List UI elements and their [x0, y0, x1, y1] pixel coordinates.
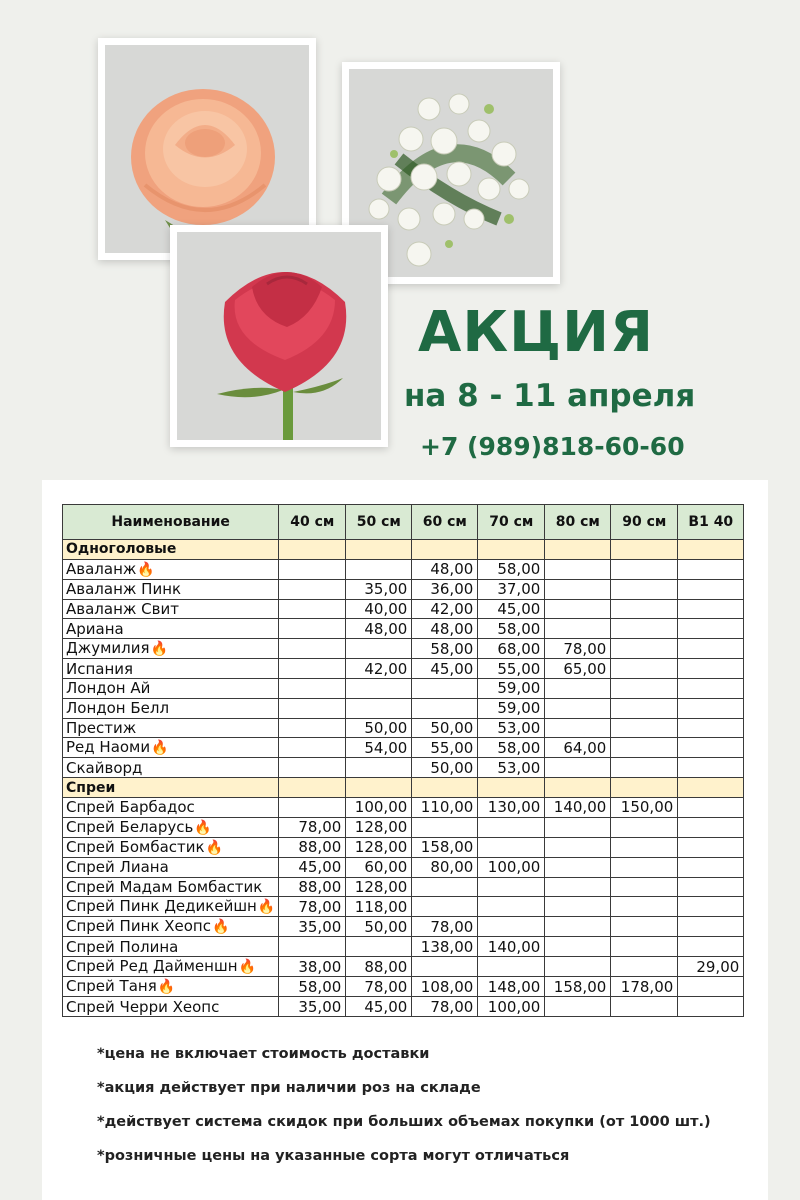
variety-name: Аваланж [66, 559, 137, 578]
price-cell [678, 837, 744, 857]
variety-name: Лондон Ай [66, 679, 151, 698]
section-row [63, 540, 744, 560]
section-cell [279, 540, 346, 560]
variety-name-cell [63, 678, 279, 698]
price-cell [678, 797, 744, 817]
footnote: *действует система скидок при больших объемах покупки (от 1000 шт.) [97, 1114, 711, 1130]
price-cell: 100,00 [346, 797, 412, 817]
price-cell: 58,00 [412, 639, 478, 659]
price-cell [346, 678, 412, 698]
price-cell [279, 797, 346, 817]
price-cell [611, 877, 678, 897]
column-header: 40 см [279, 505, 346, 540]
variety-name-cell [63, 917, 279, 937]
price-cell: 100,00 [478, 997, 545, 1017]
price-sheet [42, 480, 768, 1200]
column-header: 60 см [412, 505, 478, 540]
table-row [63, 559, 744, 579]
price-cell [678, 599, 744, 619]
price-cell [412, 897, 478, 917]
variety-name-cell [63, 877, 279, 897]
variety-name-cell [63, 817, 279, 837]
price-cell: 128,00 [346, 837, 412, 857]
red-rose-illustration [177, 232, 381, 440]
variety-name-cell [63, 957, 279, 977]
promo-dates: на 8 - 11 апреля [404, 378, 696, 414]
price-cell: 158,00 [545, 977, 611, 997]
variety-name: Спрей Ред Дайменшн [66, 957, 238, 976]
variety-name-cell [63, 659, 279, 679]
table-row [63, 718, 744, 738]
price-cell [678, 937, 744, 957]
section-title: Спреи [63, 778, 279, 798]
section-cell [279, 778, 346, 798]
price-cell [478, 817, 545, 837]
table-row [63, 917, 744, 937]
price-cell [545, 857, 611, 877]
table-row [63, 957, 744, 977]
price-cell [678, 817, 744, 837]
price-cell: 78,00 [346, 977, 412, 997]
price-cell [478, 897, 545, 917]
price-cell [545, 619, 611, 639]
price-cell: 38,00 [279, 957, 346, 977]
price-cell: 78,00 [412, 997, 478, 1017]
price-cell: 55,00 [478, 659, 545, 679]
price-cell [678, 997, 744, 1017]
price-cell [545, 559, 611, 579]
price-cell: 54,00 [346, 738, 412, 758]
price-cell [678, 718, 744, 738]
section-cell [412, 540, 478, 560]
variety-name: Ариана [66, 619, 124, 638]
variety-name: Аваланж Пинк [66, 580, 182, 599]
red-rose-photo [170, 225, 388, 447]
price-cell [678, 897, 744, 917]
price-cell [611, 738, 678, 758]
fire-icon: 🔥 [257, 899, 276, 916]
price-cell [611, 997, 678, 1017]
fire-icon: 🔥 [211, 919, 230, 936]
price-cell: 80,00 [412, 857, 478, 877]
price-cell: 100,00 [478, 857, 545, 877]
price-cell [478, 957, 545, 977]
variety-name: Спрей Беларусь [66, 817, 194, 836]
price-cell [545, 718, 611, 738]
price-cell [678, 877, 744, 897]
variety-name-cell [63, 758, 279, 778]
footnote: *цена не включает стоимость доставки [97, 1046, 430, 1062]
price-cell [346, 698, 412, 718]
price-cell: 53,00 [478, 758, 545, 778]
price-cell [279, 718, 346, 738]
price-cell: 48,00 [346, 619, 412, 639]
price-cell: 78,00 [412, 917, 478, 937]
price-cell: 138,00 [412, 937, 478, 957]
price-cell: 45,00 [279, 857, 346, 877]
price-cell [279, 738, 346, 758]
section-cell [346, 778, 412, 798]
price-cell [611, 698, 678, 718]
section-cell [545, 778, 611, 798]
variety-name-cell [63, 857, 279, 877]
price-cell: 58,00 [279, 977, 346, 997]
price-cell [611, 579, 678, 599]
price-cell [611, 937, 678, 957]
price-cell [611, 897, 678, 917]
table-row [63, 639, 744, 659]
price-cell [611, 619, 678, 639]
price-cell [678, 857, 744, 877]
fire-icon: 🔥 [157, 979, 176, 996]
price-cell: 42,00 [346, 659, 412, 679]
price-cell [279, 599, 346, 619]
variety-name: Джумилия [66, 639, 150, 658]
price-cell: 50,00 [346, 917, 412, 937]
price-cell [611, 599, 678, 619]
price-cell: 48,00 [412, 619, 478, 639]
price-cell [545, 758, 611, 778]
price-cell [678, 639, 744, 659]
variety-name-cell [63, 797, 279, 817]
peach-rose-illustration [105, 45, 309, 253]
section-cell [545, 540, 611, 560]
price-cell: 59,00 [478, 678, 545, 698]
variety-name: Лондон Белл [66, 699, 170, 718]
price-cell: 78,00 [279, 817, 346, 837]
table-row [63, 977, 744, 997]
section-cell [478, 778, 545, 798]
column-header: 80 см [545, 505, 611, 540]
price-cell: 118,00 [346, 897, 412, 917]
price-cell [478, 837, 545, 857]
variety-name: Испания [66, 659, 134, 678]
price-cell [545, 877, 611, 897]
variety-name: Спрей Бомбастик [66, 837, 205, 856]
price-cell [678, 579, 744, 599]
price-cell: 128,00 [346, 877, 412, 897]
section-cell [412, 778, 478, 798]
variety-name-cell [63, 718, 279, 738]
section-cell [678, 540, 744, 560]
price-cell [611, 659, 678, 679]
price-cell [478, 917, 545, 937]
price-cell [545, 817, 611, 837]
column-header: В1 40 [678, 505, 744, 540]
promo-phone[interactable]: +7 (989)818-60-60 [420, 432, 685, 461]
fire-icon: 🔥 [150, 641, 168, 658]
price-cell: 140,00 [478, 937, 545, 957]
price-cell [611, 957, 678, 977]
variety-name: Спрей Лиана [66, 858, 169, 877]
price-cell [346, 758, 412, 778]
price-cell: 68,00 [478, 639, 545, 659]
variety-name-cell [63, 738, 279, 758]
section-cell [346, 540, 412, 560]
price-cell: 128,00 [346, 817, 412, 837]
table-row [63, 817, 744, 837]
price-cell: 35,00 [279, 917, 346, 937]
variety-name: Спрей Пинк Хеопс [66, 917, 211, 936]
price-cell [611, 559, 678, 579]
price-cell: 150,00 [611, 797, 678, 817]
price-cell [545, 957, 611, 977]
price-cell [678, 738, 744, 758]
variety-name-cell [63, 977, 279, 997]
price-cell [279, 579, 346, 599]
price-cell: 58,00 [478, 559, 545, 579]
price-cell [545, 698, 611, 718]
variety-name-cell [63, 897, 279, 917]
price-cell [279, 559, 346, 579]
price-cell: 29,00 [678, 957, 744, 977]
section-cell [478, 540, 545, 560]
price-cell: 45,00 [478, 599, 545, 619]
section-cell [611, 540, 678, 560]
price-cell: 78,00 [279, 897, 346, 917]
footnote: *розничные цены на указанные сорта могут отличаться [97, 1148, 570, 1164]
variety-name: Спрей Барбадос [66, 798, 195, 817]
price-cell [412, 678, 478, 698]
price-cell: 148,00 [478, 977, 545, 997]
column-header: Наименование [63, 505, 279, 540]
price-cell: 50,00 [412, 718, 478, 738]
table-row [63, 579, 744, 599]
price-cell: 140,00 [545, 797, 611, 817]
price-cell: 50,00 [412, 758, 478, 778]
price-cell: 108,00 [412, 977, 478, 997]
price-cell [545, 678, 611, 698]
price-cell [678, 977, 744, 997]
price-cell: 178,00 [611, 977, 678, 997]
price-cell [545, 579, 611, 599]
price-cell [611, 639, 678, 659]
price-cell [279, 678, 346, 698]
price-cell [412, 817, 478, 837]
price-cell [678, 758, 744, 778]
price-cell: 55,00 [412, 738, 478, 758]
variety-name: Аваланж Свит [66, 599, 179, 618]
table-row [63, 758, 744, 778]
price-cell [545, 897, 611, 917]
price-cell: 37,00 [478, 579, 545, 599]
price-cell [412, 698, 478, 718]
price-cell [611, 857, 678, 877]
variety-name-cell [63, 579, 279, 599]
price-cell: 88,00 [279, 877, 346, 897]
table-row [63, 937, 744, 957]
price-cell [279, 937, 346, 957]
variety-name: Спрей Полина [66, 937, 179, 956]
price-cell [346, 559, 412, 579]
price-cell: 58,00 [478, 738, 545, 758]
price-cell: 65,00 [545, 659, 611, 679]
price-cell [678, 917, 744, 937]
price-cell: 35,00 [346, 579, 412, 599]
price-cell [678, 698, 744, 718]
fire-icon: 🔥 [238, 959, 256, 976]
price-cell [279, 659, 346, 679]
price-cell: 36,00 [412, 579, 478, 599]
price-cell [346, 937, 412, 957]
price-cell: 59,00 [478, 698, 545, 718]
variety-name-cell [63, 639, 279, 659]
table-row [63, 897, 744, 917]
variety-name: Скайворд [66, 758, 143, 777]
price-cell [611, 917, 678, 937]
price-cell [678, 678, 744, 698]
price-cell [279, 698, 346, 718]
footnotes [97, 1046, 757, 1182]
price-cell: 110,00 [412, 797, 478, 817]
table-row [63, 797, 744, 817]
variety-name: Спрей Черри Хеопс [66, 997, 220, 1016]
fire-icon: 🔥 [151, 740, 169, 757]
price-cell [678, 659, 744, 679]
price-cell [611, 837, 678, 857]
price-cell [678, 559, 744, 579]
price-cell: 53,00 [478, 718, 545, 738]
variety-name-cell [63, 599, 279, 619]
price-cell [412, 877, 478, 897]
table-row [63, 698, 744, 718]
variety-name-cell [63, 937, 279, 957]
variety-name-cell [63, 619, 279, 639]
price-cell: 35,00 [279, 997, 346, 1017]
price-cell: 88,00 [279, 837, 346, 857]
price-cell [545, 997, 611, 1017]
table-row [63, 678, 744, 698]
price-cell: 42,00 [412, 599, 478, 619]
price-cell [478, 877, 545, 897]
table-row [63, 877, 744, 897]
variety-name: Спрей Таня [66, 977, 157, 996]
price-cell [545, 599, 611, 619]
price-cell [279, 639, 346, 659]
table-row [63, 738, 744, 758]
price-cell: 64,00 [545, 738, 611, 758]
price-cell [545, 917, 611, 937]
promo-title: АКЦИЯ [418, 300, 655, 365]
column-header: 70 см [478, 505, 545, 540]
section-cell [678, 778, 744, 798]
variety-name: Спрей Мадам Бомбастик [66, 877, 263, 896]
section-title: Одноголовые [63, 540, 279, 560]
table-row [63, 599, 744, 619]
variety-name-cell [63, 837, 279, 857]
price-cell [611, 718, 678, 738]
footnote: *акция действует при наличии роз на складе [97, 1080, 481, 1096]
price-cell: 48,00 [412, 559, 478, 579]
fire-icon: 🔥 [194, 819, 212, 836]
fire-icon: 🔥 [137, 561, 155, 578]
price-cell [545, 937, 611, 957]
price-cell [611, 758, 678, 778]
price-cell [611, 678, 678, 698]
price-cell [346, 639, 412, 659]
column-header: 50 см [346, 505, 412, 540]
column-header: 90 см [611, 505, 678, 540]
table-row [63, 997, 744, 1017]
price-cell: 58,00 [478, 619, 545, 639]
section-row [63, 778, 744, 798]
table-row [63, 659, 744, 679]
section-cell [611, 778, 678, 798]
price-cell [611, 817, 678, 837]
variety-name-cell [63, 698, 279, 718]
price-cell: 158,00 [412, 837, 478, 857]
table-header-row [63, 505, 744, 540]
price-cell [412, 957, 478, 977]
variety-name-cell [63, 997, 279, 1017]
price-cell: 45,00 [346, 997, 412, 1017]
table-row [63, 857, 744, 877]
price-cell [279, 619, 346, 639]
price-cell: 78,00 [545, 639, 611, 659]
price-cell [678, 619, 744, 639]
price-cell: 40,00 [346, 599, 412, 619]
variety-name: Спрей Пинк Дедикейшн [66, 897, 257, 916]
price-cell: 45,00 [412, 659, 478, 679]
variety-name: Ред Наоми [66, 738, 151, 757]
variety-name: Престиж [66, 718, 137, 737]
price-cell: 130,00 [478, 797, 545, 817]
table-row [63, 619, 744, 639]
price-table [62, 504, 744, 1017]
price-cell [545, 837, 611, 857]
table-row [63, 837, 744, 857]
price-cell: 50,00 [346, 718, 412, 738]
fire-icon: 🔥 [205, 839, 224, 856]
price-cell: 88,00 [346, 957, 412, 977]
price-cell: 60,00 [346, 857, 412, 877]
variety-name-cell [63, 559, 279, 579]
price-cell [279, 758, 346, 778]
